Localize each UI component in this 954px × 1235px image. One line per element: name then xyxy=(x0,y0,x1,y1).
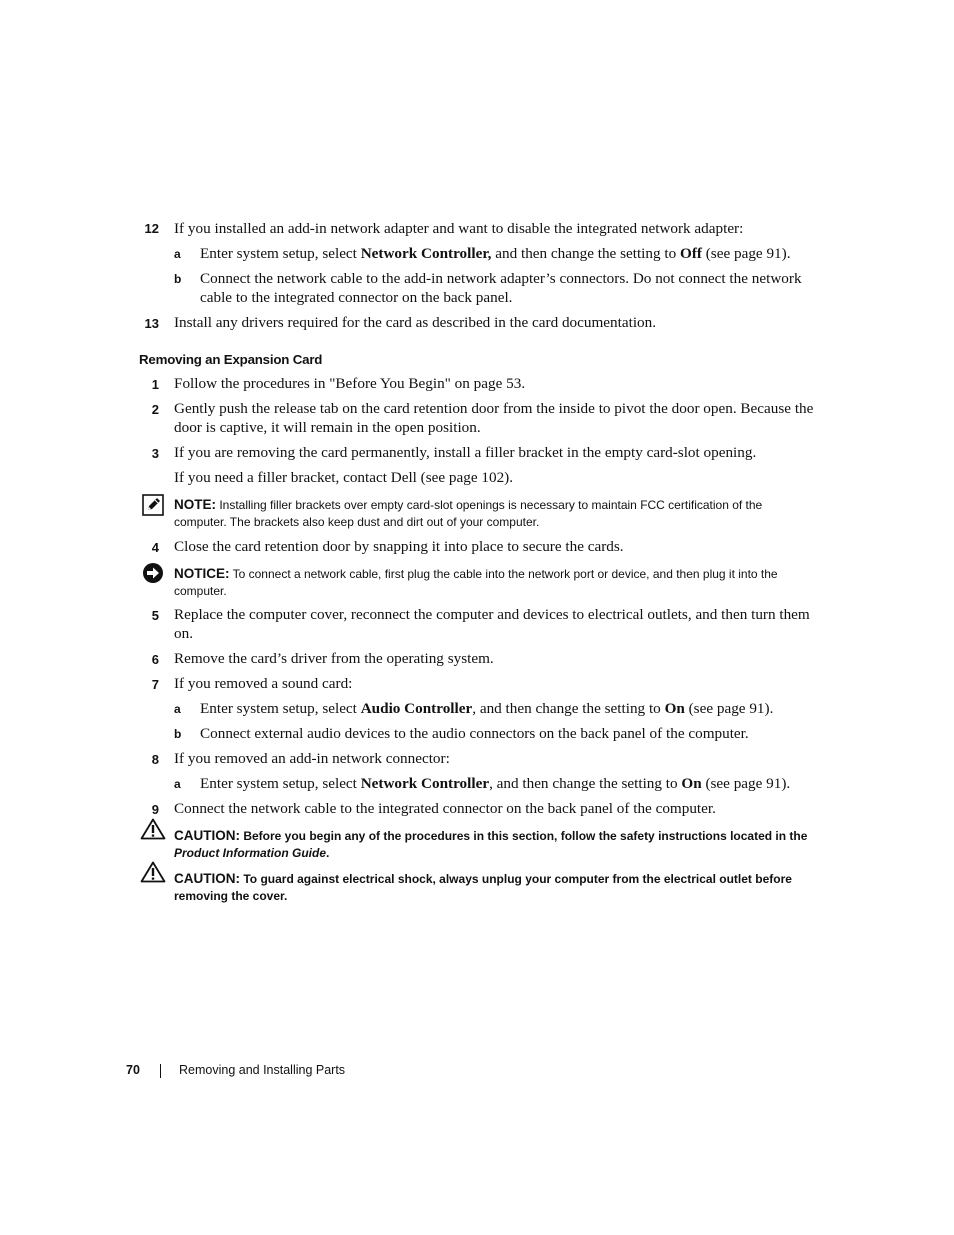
substep-letter: b xyxy=(174,272,182,286)
caution-text: CAUTION: To guard against electrical shock, always unplug your computer from the electrical outlet before removing the cover. xyxy=(174,871,792,903)
substep-text: Enter system setup, select Network Controller, and then change the setting to Off (see page 91). xyxy=(200,245,791,262)
step-text: Connect the network cable to the integrated connector on the back panel of the computer. xyxy=(174,800,716,817)
step-text: If you installed an add-in network adapter and want to disable the integrated network adapter: xyxy=(174,220,744,237)
step-number: 4 xyxy=(151,540,159,555)
step-number: 2 xyxy=(151,402,159,417)
substep-letter: a xyxy=(174,247,181,261)
substep-letter: b xyxy=(174,727,182,741)
note-text: NOTE: Installing filler brackets over empty card-slot openings is necessary to maintain FCC certification of the computer. The brackets also keep dust and dirt out of your computer. xyxy=(174,497,763,529)
warning-triangle-icon xyxy=(140,861,166,883)
notice-text: NOTICE: To connect a network cable, first plug the cable into the network port or device, and then plug it into the computer. xyxy=(174,566,778,598)
step-number: 13 xyxy=(144,316,159,331)
substep-text: Connect the network cable to the add-in network adapter’s connectors. Do not connect the network cable to the integrated connector on the back panel. xyxy=(200,270,802,306)
substep-letter: a xyxy=(174,702,181,716)
caution-text: CAUTION: Before you begin any of the procedures in this section, follow the safety instructions located in the Product Information Guide. xyxy=(174,828,808,860)
step-number: 8 xyxy=(151,752,159,767)
footer-separator xyxy=(160,1064,161,1078)
step-number: 12 xyxy=(144,221,159,236)
step-text: Gently push the release tab on the card retention door from the inside to pivot the door open. Because the door is captive, it will remain in the open position. xyxy=(174,400,814,436)
substep-text: Connect external audio devices to the audio connectors on the back panel of the computer. xyxy=(200,725,749,742)
step-text: If you are removing the card permanently, install a filler bracket in the empty card-slot opening. xyxy=(174,444,757,461)
step-text: Follow the procedures in "Before You Begin" on page 53. xyxy=(174,375,526,392)
substep-letter: a xyxy=(174,777,181,791)
step-number: 3 xyxy=(151,446,159,461)
step-text: Remove the card’s driver from the operating system. xyxy=(174,650,494,667)
step-number: 7 xyxy=(151,677,159,692)
section-heading: Removing an Expansion Card xyxy=(139,352,323,367)
substep-text: Enter system setup, select Network Controller, and then change the setting to On (see page 91). xyxy=(200,775,791,792)
step-text: Replace the computer cover, reconnect the computer and devices to electrical outlets, and then turn them on. xyxy=(174,606,810,642)
step-text: Install any drivers required for the card as described in the card documentation. xyxy=(174,314,657,331)
substep-text: Enter system setup, select Audio Controller, and then change the setting to On (see page 91). xyxy=(200,700,774,717)
pencil-note-icon xyxy=(142,494,164,516)
step-text: If you removed a sound card: xyxy=(174,675,353,692)
step-number: 9 xyxy=(151,802,159,817)
step-number: 5 xyxy=(151,608,159,623)
step-text: If you removed an add-in network connector: xyxy=(174,750,450,767)
footer-section-title: Removing and Installing Parts xyxy=(179,1063,346,1077)
step-subtext: If you need a filler bracket, contact Dell (see page 102). xyxy=(174,469,514,486)
page-number: 70 xyxy=(126,1063,140,1077)
notice-arrow-icon xyxy=(142,562,164,584)
warning-triangle-icon xyxy=(140,818,166,840)
step-text: Close the card retention door by snapping it into place to secure the cards. xyxy=(174,538,624,555)
step-number: 1 xyxy=(151,377,159,392)
step-number: 6 xyxy=(151,652,159,667)
